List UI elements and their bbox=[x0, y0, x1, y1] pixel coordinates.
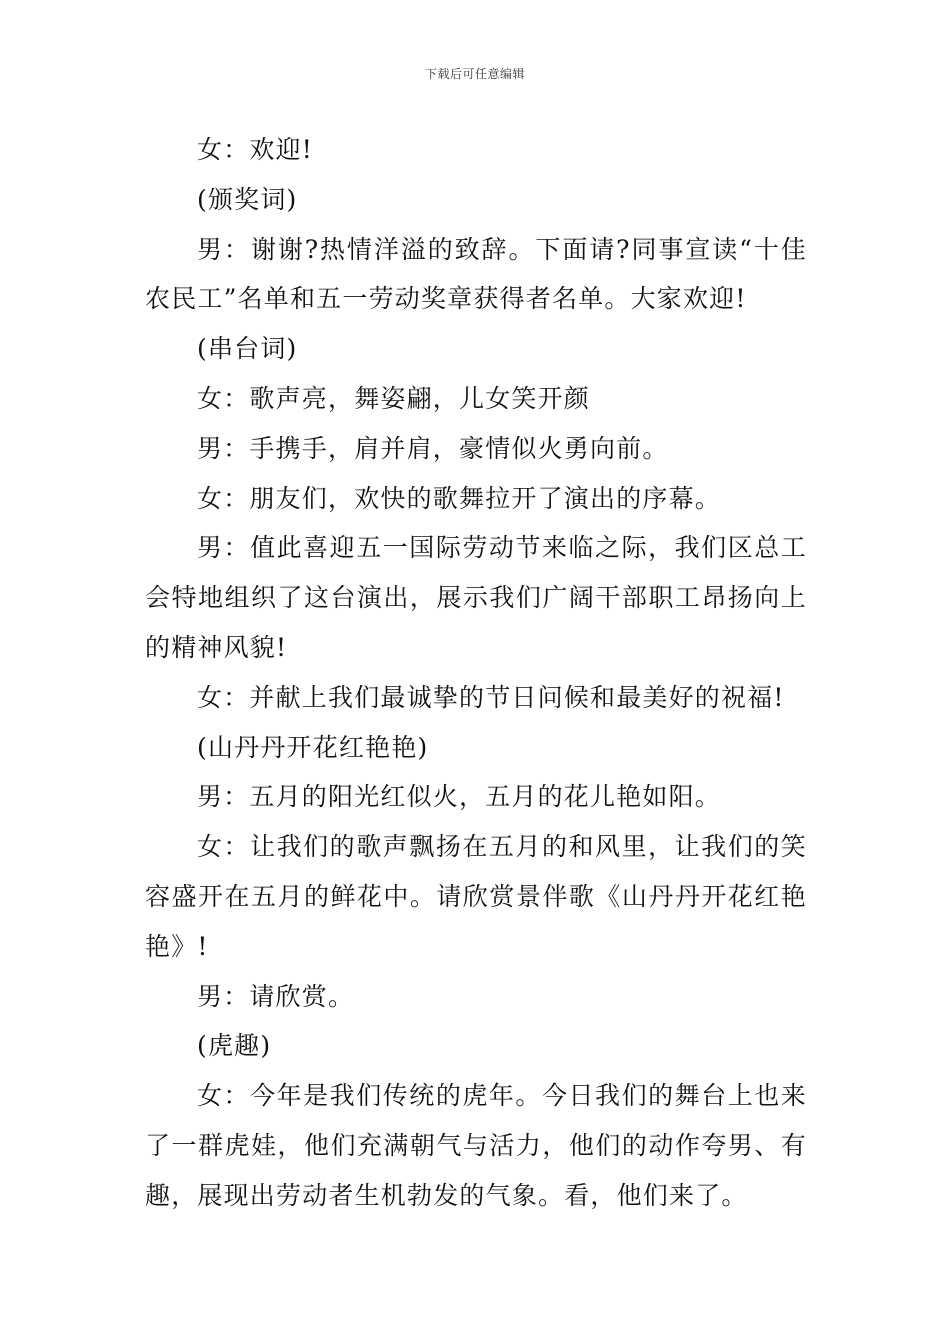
paragraph: 女：并献上我们最诚挚的节日问候和最美好的祝福! bbox=[197, 682, 785, 712]
paragraph: 女：今年是我们传统的虎年。今日我们的舞台上也来了一群虎娃，他们充满朝气与活力，他们的动作夸男、有趣，展现出劳动者生机勃发的气象。看，他们来了。 bbox=[145, 1081, 807, 1210]
paragraph: (串台词) bbox=[197, 334, 298, 364]
paragraph: 男：手携手，肩并肩，豪情似火勇向前。 bbox=[197, 433, 669, 463]
paragraph: 女：欢迎! bbox=[197, 135, 314, 164]
body-text bbox=[145, 125, 807, 1221]
paragraph: 男：值此喜迎五一国际劳动节来临之际，我们区总工会特地组织了这台演出，展示我们广阔干部职工昂扬向上的精神风貌! bbox=[145, 533, 807, 662]
paragraph: 女：让我们的歌声飘扬在五月的和风里，让我们的笑容盛开在五月的鲜花中。请欣赏景伴歌《山丹丹开花红艳艳》! bbox=[145, 832, 807, 961]
paragraph: 男：请欣赏。 bbox=[197, 981, 355, 1011]
paragraph: (颁奖词) bbox=[197, 184, 298, 214]
paragraph: (山丹丹开花红艳艳) bbox=[197, 732, 429, 762]
header-note: 下载后可任意编辑 bbox=[424, 67, 525, 81]
paragraph: 男：谢谢?热情洋溢的致辞。下面请?同事宣读“十佳农民工”名单和五一劳动奖章获得者名单。大家欢迎! bbox=[145, 234, 807, 314]
paragraph: 女：朋友们，欢快的歌舞拉开了演出的序幕。 bbox=[197, 483, 722, 513]
paragraph: (虎趣) bbox=[197, 1031, 272, 1061]
paragraph: 女：歌声亮，舞姿翩，儿女笑开颜 bbox=[197, 383, 591, 413]
paragraph: 男：五月的阳光红似火，五月的花儿艳如阳。 bbox=[197, 782, 722, 812]
